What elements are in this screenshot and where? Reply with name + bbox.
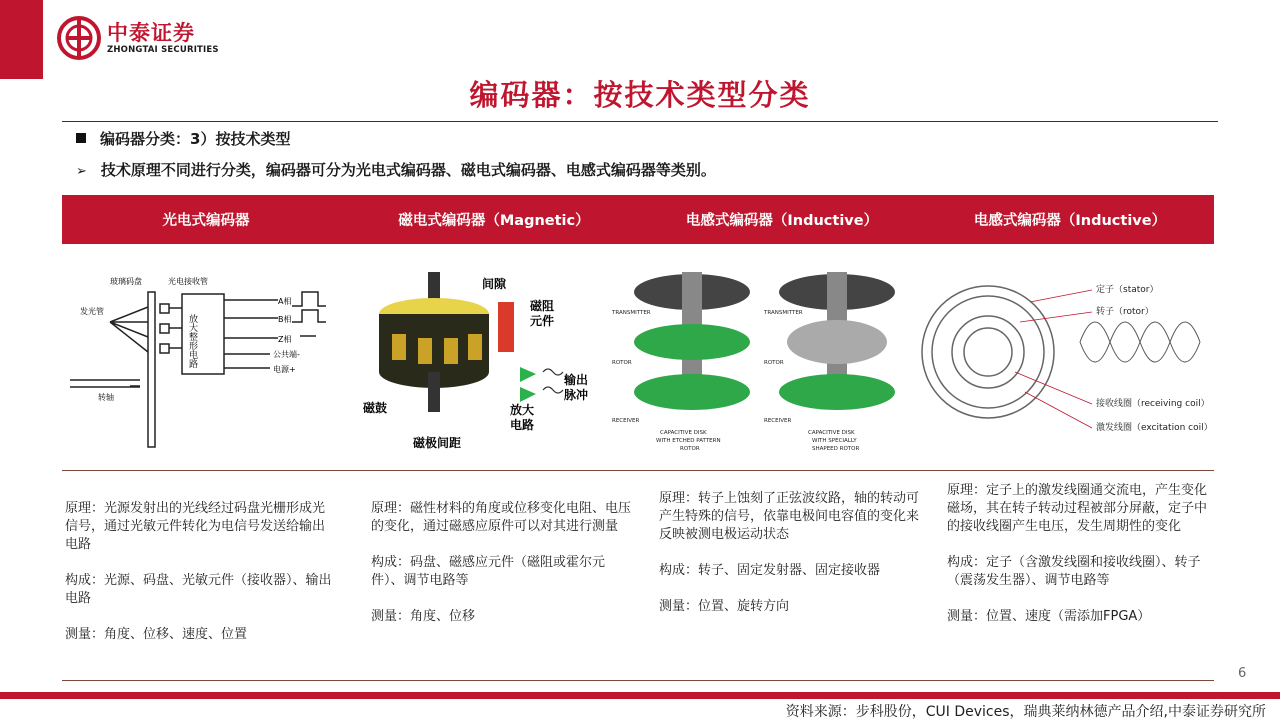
label-rotor-2: ROTOR [764, 360, 784, 366]
label-pulse: 脉冲 [564, 388, 589, 402]
label-excitation-coil: 激发线圈（excitation coil） [1096, 423, 1213, 433]
label-glass-disk: 玻璃码盘 [110, 277, 142, 286]
measure-text: 测量：位置、速度（需添加FPGA） [947, 609, 1151, 624]
label-cap1-line2: WITH ETCHED PATTERN [656, 438, 721, 444]
measure-text: 测量：角度、位移、速度、位置 [65, 627, 248, 642]
label-gap: 间隙 [482, 277, 507, 291]
composition-text: 构成：定子（含激发线圈和接收线圈）、转子（震荡发生器）、调节电路等 [947, 555, 1201, 588]
label-transmitter-2: TRANSMITTER [764, 310, 803, 316]
source-note: 资料来源：步科股份，CUI Devices，瑞典莱纳林德产品介绍,中泰证券研究所 [785, 704, 1266, 720]
corner-accent [0, 0, 43, 79]
label-amplify: 放大 [510, 403, 535, 417]
composition-text: 构成：码盘、磁感应元件（磁阻或霍尔元件）、调节电路等 [371, 555, 606, 588]
label-phase-z: Z相 [278, 335, 292, 344]
label-rotor: 转子（rotor） [1096, 307, 1154, 317]
label-pole-pitch: 磁极间距 [413, 436, 462, 450]
composition-text: 构成：光源、码盘、光敏元件（接收器）、输出电路 [65, 573, 332, 606]
magnetic-diagram [358, 262, 598, 458]
label-power: 电源+ [273, 365, 296, 374]
brand-logo [57, 16, 219, 60]
label-drum: 磁鼓 [363, 401, 388, 415]
column-inductive-1-desc [659, 490, 921, 634]
label-phase-a: A相 [278, 297, 292, 306]
label-output: 输出 [564, 373, 589, 387]
table-header [62, 195, 1214, 244]
photoelectric-diagram [70, 262, 342, 458]
label-element: 元件 [530, 314, 555, 328]
principle-text: 原理：光源发射出的光线经过码盘光栅形成光信号，通过光敏元件转化为电信号发送给输出电路 [65, 501, 326, 552]
page-title: 编码器：按技术类型分类 [469, 78, 811, 112]
title-divider [62, 121, 1218, 122]
brand-mark-icon [57, 16, 101, 60]
label-emitter: 发光管 [80, 307, 104, 316]
table-divider-top [62, 470, 1214, 471]
label-cap1-line3: ROTOR [680, 446, 700, 452]
label-common: 公共端- [273, 350, 300, 359]
label-receiver-2: RECEIVER [764, 418, 792, 424]
label-cap1-line1: CAPACITIVE DISK [660, 430, 707, 436]
label-magnetoresistive: 磁阻 [530, 299, 555, 313]
label-shaft: 转轴 [98, 393, 114, 402]
column-magnetic-desc [371, 500, 633, 644]
label-stator: 定子（stator） [1096, 285, 1159, 295]
arrow-bullet-icon: ➢ [76, 164, 87, 179]
principle-text: 原理：定子上的激发线圈通交流电，产生变化磁场，其在转子转动过程被部分屏蔽，定子中的接收线圈产生电压，发生周期性的变化 [947, 483, 1208, 534]
table-divider-bottom [62, 680, 1214, 681]
inductive-diagram [920, 262, 1220, 458]
header-inductive-1: 电感式编码器（Inductive） [685, 213, 879, 229]
header-inductive-2: 电感式编码器（Inductive） [973, 213, 1167, 229]
brand-name-en: ZHONGTAI SECURITIES [107, 44, 219, 55]
bullet-category: 编码器分类：3）按技术类型 [76, 128, 290, 149]
label-transmitter-1: TRANSMITTER [612, 310, 651, 316]
label-cap2-line1: CAPACITIVE DISK [808, 430, 855, 436]
footer-bar [0, 692, 1280, 699]
label-cap2-line2: WITH SPECIALLY [812, 438, 857, 444]
brand-name-cn: 中泰证券 [107, 20, 195, 45]
principle-text: 原理：磁性材料的角度或位移变化电阻、电压的变化，通过磁感应原件可以对其进行测量 [371, 501, 632, 534]
page-number: 6 [1238, 666, 1247, 681]
label-receiving-coil: 接收线圈（receiving coil） [1096, 399, 1210, 409]
header-photoelectric: 光电式编码器 [162, 213, 250, 229]
label-phase-b: B相 [278, 315, 292, 324]
column-inductive-2-desc [947, 482, 1207, 644]
header-magnetic: 磁电式编码器（Magnetic） [398, 213, 590, 229]
composition-text: 构成：转子、固定发射器、固定接收器 [659, 563, 881, 578]
column-photoelectric-desc [65, 500, 337, 662]
label-receiver: 光电接收管 [168, 277, 208, 286]
bullet-summary: ➢ 技术原理不同进行分类，编码器可分为光电式编码器、磁电式编码器、电感式编码器等类别。 [76, 161, 716, 179]
capacitive-diagram [612, 262, 912, 458]
square-bullet-icon [76, 133, 86, 143]
label-rotor-1: ROTOR [612, 360, 632, 366]
measure-text: 测量：角度、位移 [371, 609, 476, 624]
principle-text: 原理：转子上蚀刻了正弦波纹路，轴的转动可产生特殊的信号，依靠电极间电容值的变化来反映被测电极运动状态 [659, 491, 920, 542]
label-cap2-line3: SHAPEED ROTOR [812, 446, 860, 452]
measure-text: 测量：位置、旋转方向 [659, 599, 790, 614]
label-receiver-1: RECEIVER [612, 418, 640, 424]
label-amplifier-box: 放大整形电路 [187, 314, 197, 368]
label-circuit: 电路 [510, 418, 535, 432]
